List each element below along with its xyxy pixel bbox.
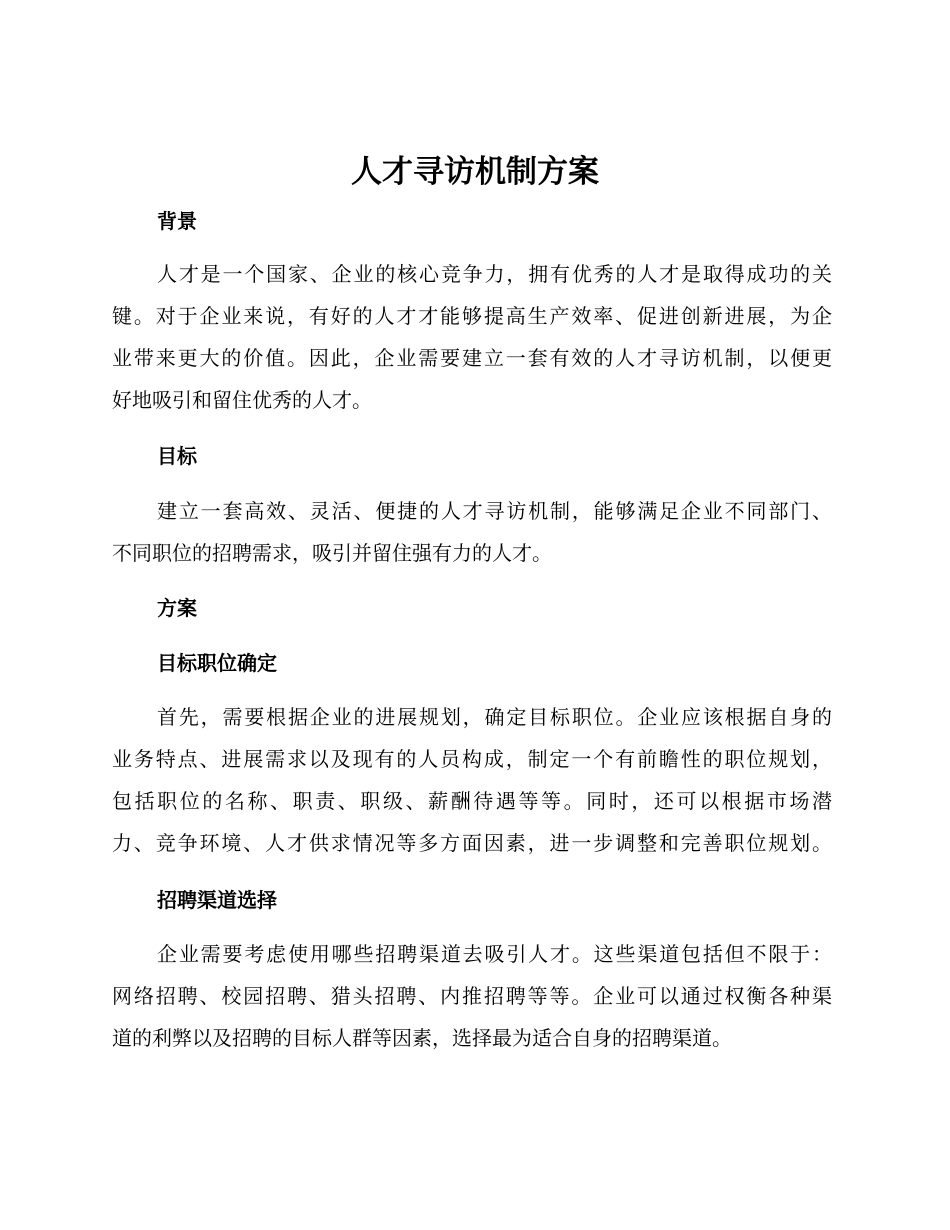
paragraph-line: 建立一套高效、灵活、便捷的人才寻访机制，能够满足企业不同部门、 bbox=[157, 499, 832, 523]
paragraph-line: 力、竞争环境、人才供求情况等多方面因素，进一步调整和完善职位规划。 bbox=[112, 831, 832, 855]
paragraph-line: 好地吸引和留住优秀的人才。 bbox=[112, 388, 372, 412]
paragraph-goal bbox=[112, 490, 832, 574]
heading-target-position: 目标职位确定 bbox=[157, 651, 277, 675]
paragraph-line: 包括职位的名称、职责、职级、薪酬待遇等等。同时，还可以根据市场潜 bbox=[112, 789, 832, 813]
heading-background: 背景 bbox=[157, 209, 197, 233]
document-title: 人才寻访机制方案 bbox=[351, 154, 599, 190]
paragraph-line: 首先，需要根据企业的进展规划，确定目标职位。企业应该根据自身的 bbox=[157, 705, 832, 729]
paragraph-line: 人才是一个国家、企业的核心竞争力，拥有优秀的人才是取得成功的关 bbox=[157, 262, 832, 286]
paragraph-channel-selection bbox=[112, 933, 832, 1059]
paragraph-line: 业带来更大的价值。因此，企业需要建立一套有效的人才寻访机制，以便更 bbox=[112, 346, 832, 370]
paragraph-line: 道的利弊以及招聘的目标人群等因素，选择最为适合自身的招聘渠道。 bbox=[112, 1026, 732, 1050]
heading-goal: 目标 bbox=[157, 444, 197, 468]
paragraph-line: 企业需要考虑使用哪些招聘渠道去吸引人才。这些渠道包括但不限于： bbox=[157, 942, 832, 966]
paragraph-line: 网络招聘、校园招聘、猎头招聘、内推招聘等等。企业可以通过权衡各种渠 bbox=[112, 984, 832, 1008]
paragraph-line: 键。对于企业来说，有好的人才才能够提高生产效率、促进创新进展，为企 bbox=[112, 304, 832, 328]
paragraph-line: 不同职位的招聘需求，吸引并留住强有力的人才。 bbox=[112, 541, 552, 565]
paragraph-background bbox=[112, 253, 832, 421]
heading-channel-selection: 招聘渠道选择 bbox=[157, 888, 277, 912]
paragraph-target-position bbox=[112, 696, 832, 864]
paragraph-line: 业务特点、进展需求以及现有的人员构成，制定一个有前瞻性的职位规划， bbox=[112, 747, 832, 771]
heading-plan: 方案 bbox=[157, 596, 197, 620]
